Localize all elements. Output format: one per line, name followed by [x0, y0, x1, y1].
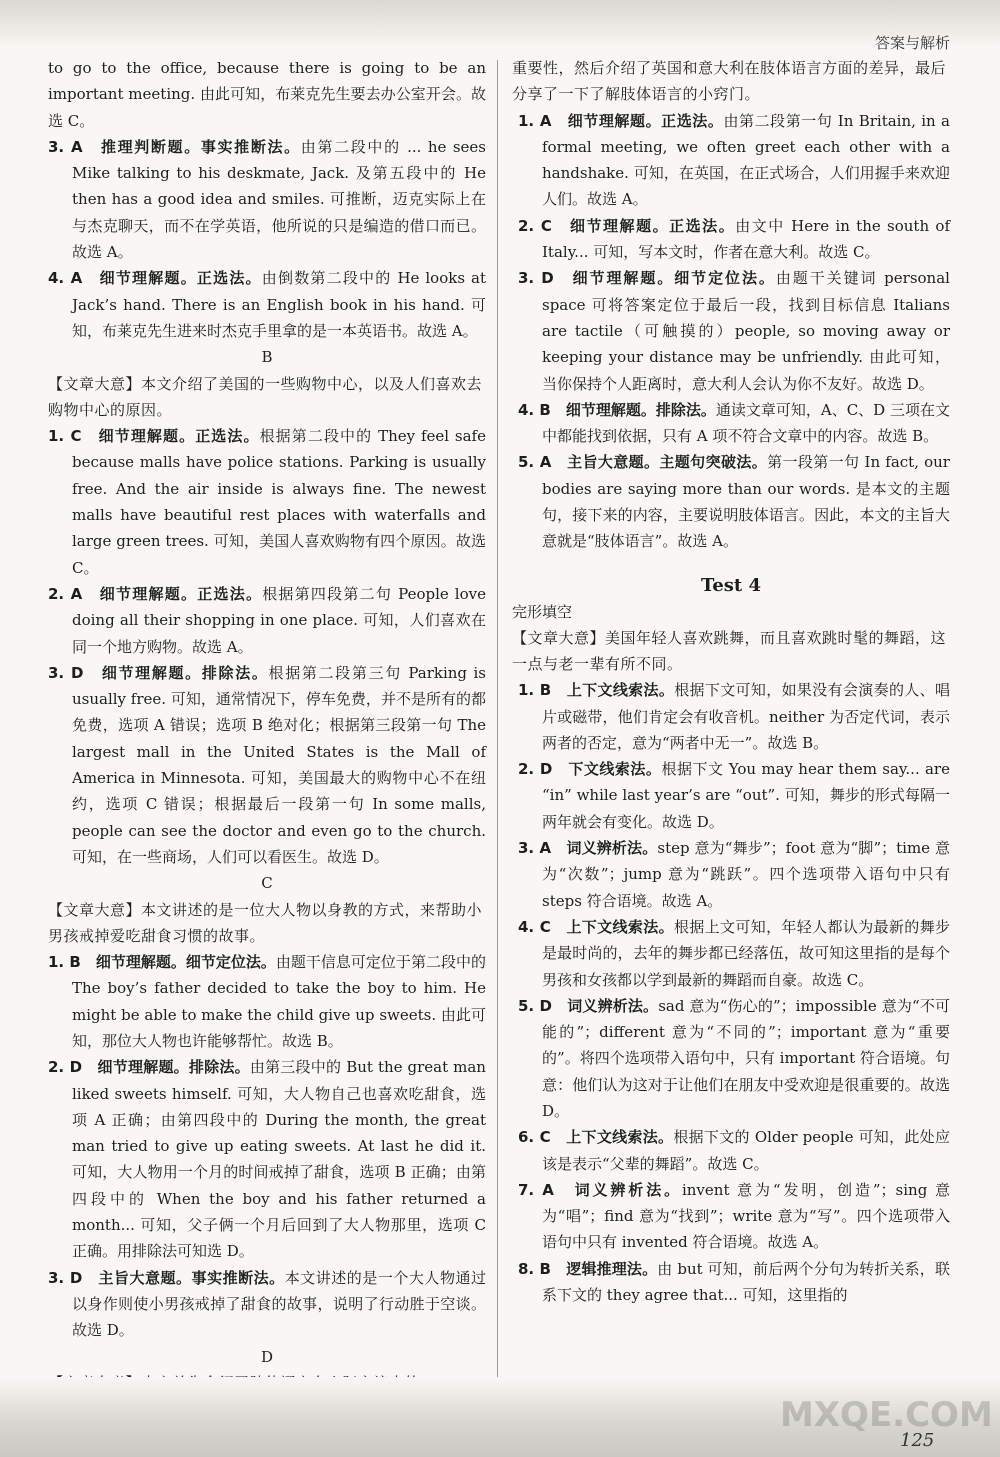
answer-item: 2. D 细节理解题。排除法。由第三段中的 But the great man liked sweets himself. 可知，大人物自己也喜欢吃甜食，选项 A 正确；由第四段中的 During the month, the great man tried to give up eating sweets. At last he did it. 可知，大人物用一个月的时间戒掉了甜食，选项 B 正确；由第四段中的 When the boy and his father returned a month... 可知，父子俩一个月后回到了大人物那里，选项 C 正确。用排除法可知选 D。 [48, 1058, 486, 1261]
answer-item: 2. D 下文线索法。根据下文 You may hear them say... are “in” while last year’s are “out”. 可知，舞步的形式每隔一两年就会有变化。故选 D。 [518, 760, 950, 831]
answer-item: 8. B 逻辑推理法。由 but 可知，前后两个分句为转折关系，联系下文的 they agree that... 可知，这里指的 [518, 1259, 950, 1305]
answer-item: 4. A 细节理解题。正选法。由倒数第二段中的 He looks at Jack’s hand. There is an English book in his hand. 可知，布莱克先生进来时杰克手里拿的是一本英语书。故选 A。 [48, 269, 486, 340]
answer-item: 4. C 上下文线索法。根据上文可知，年轻人都认为最新的舞步是最时尚的，去年的舞步都已经落伍，故可知这里指的是每个男孩和女孩都以学到最新的舞蹈而自豪。故选 C。 [518, 917, 950, 989]
test-title: Test 4 [700, 574, 762, 596]
intro-paragraph: to go to the office, because there is going to be an important meeting. 由此可知，布莱克先生要去办公室开会。故选 C。 [48, 59, 486, 130]
watermark: MXQE.COM [780, 1395, 993, 1435]
header-title: 答案与解析 [874, 34, 950, 52]
answer-item: 3. A 词义辨析法。step 意为“舞步”；foot 意为“脚”；time 意为“次数”；jump 意为“跳跃”。四个选项带入语句中只有 steps 符合语境。故选 A。 [518, 839, 950, 910]
left-column [48, 55, 486, 1396]
summary-c: 【文章大意】本文讲述的是一位大人物以身教的方式，来帮助小男孩戒掉爱吃甜食习惯的故事。 [48, 900, 483, 945]
answer-item: 7. A 词义辨析法。invent 意为“发明，创造”；sing 意为“唱”；find 意为“找到”；write 意为“写”。四个选项带入语句中只有 invented 符合语境。故选 A。 [518, 1180, 950, 1252]
answer-item: 1. C 细节理解题。正选法。根据第二段中的 They feel safe because malls have police stations. Parking is usually free. And the air inside is always fine. The newest malls have beautiful rest places with waterfalls and large green trees. 可知，美国人喜欢购物有四个原因。故选 C。 [48, 427, 486, 577]
summary-b: 【文章大意】本文介绍了美国的一些购物中心，以及人们喜欢去购物中心的原因。 [48, 374, 483, 419]
right-column [512, 55, 950, 1308]
page-number: 125 [900, 1430, 935, 1451]
column-divider [497, 60, 498, 1380]
answer-item: 3. A 推理判断题。事实推断法。由第二段中的 ... he sees Mike talking to his deskmate, Jack. 及第五段中的 He then has a good idea and smiles. 可推断，迈克实际上在与杰克聊天，而不在学英语，他所说的只是编造的借口而已。故选 A。 [48, 137, 486, 262]
answer-item: 4. B 细节理解题。排除法。通读文章可知，A、C、D 三项在文中都能找到依据，只有 A 项不符合文章中的内容。故选 B。 [518, 400, 950, 446]
answer-item: 2. C 细节理解题。正选法。由文中 Here in the south of Italy... 可知，写本文时，作者在意大利。故选 C。 [518, 216, 950, 262]
answer-item: 3. D 细节理解题。排除法。根据第二段第三句 Parking is usually free. 可知，通常情况下，停车免费，并不是所有的都免费，选项 A 错误；选项 B 绝对化；根据第三段第一句 The largest mall in the United States is the Mall of America in Minnesota. 可知，美国最大的购物中心不在纽约，选项 C 错误；根据最后一段第一句 In some malls, people can see the doctor and even go to the church. 可知，在一些商场，人们可以看医生。故选 D。 [48, 663, 486, 866]
answer-item: 1. B 细节理解题。细节定位法。由题干信息可定位于第二段中的 The boy’s father decided to take the boy to him. He might be able to make the child give up sweets. 由此可知，那位大人物也许能够帮忙。故选 B。 [48, 953, 486, 1050]
answer-item: 1. B 上下文线索法。根据下文可知，如果没有会演奏的人、唱片或磁带，他们肯定会有收音机。neither 为否定代词，表示两者的否定，意为“两者中无一”。故选 B。 [518, 681, 950, 752]
section-label-c: C [261, 874, 273, 893]
test-summary: 【文章大意】美国年轻人喜欢跳舞，而且喜欢跳时髦的舞蹈，这一点与老一辈有所不同。 [512, 628, 947, 673]
section-label-b: B [261, 348, 273, 367]
answer-item: 5. A 主旨大意题。主题句突破法。第一段第一句 In fact, our bodies are saying more than our words. 是本文的主题句，接下来的内容，主要说明肢体语言。因此，本文的主旨大意就是“肢体语言”。故选 A。 [518, 453, 950, 551]
answer-item: 1. A 细节理解题。正选法。由第二段第一句 In Britain, in a formal meeting, we often greet each other with a handshake. 可知，在英国，在正式场合，人们用握手来欢迎人们。故选 A。 [518, 111, 950, 209]
section-heading: 完形填空 [512, 602, 573, 621]
summary-d-continued: 重要性，然后介绍了英国和意大利在肢体语言方面的差异，最后分享了一下了解肢体语言的小窍门。 [512, 59, 947, 104]
answer-item: 6. C 上下文线索法。根据下文的 Older people 可知，此处应该是表示“父辈的舞蹈”。故选 C。 [518, 1128, 950, 1173]
answer-item: 3. D 细节理解题。细节定位法。由题干关键词 personal space 可将答案定位于最后一段，找到目标信息 Italians are tactile（可触摸的）people, so moving away or keeping your distance may be unfriendly. 由此可知，当你保持个人距离时，意大利人会认为你不友好。故选 D。 [518, 269, 950, 393]
answer-item: 2. A 细节理解题。正选法。根据第四段第二句 People love doing all their shopping in one place. 可知，人们喜欢在同一个地方购物。故选 A。 [48, 584, 486, 656]
answer-item: 5. D 词义辨析法。sad 意为“伤心的”；impossible 意为“不可能的”；different 意为“不同的”；important 意为“重要的”。将四个选项带入语句中，只有 important 符合语境。句意：他们认为这对于让他们在朋友中受欢迎是很重要的。故选 D。 [518, 996, 950, 1120]
page-top-band [0, 0, 1000, 48]
answer-item: 3. D 主旨大意题。事实推断法。本文讲述的是一个大人物通过以身作则使小男孩戒掉了甜食的故事，说明了行动胜于空谈。故选 D。 [48, 1268, 486, 1340]
section-label-d: D [260, 1347, 274, 1366]
